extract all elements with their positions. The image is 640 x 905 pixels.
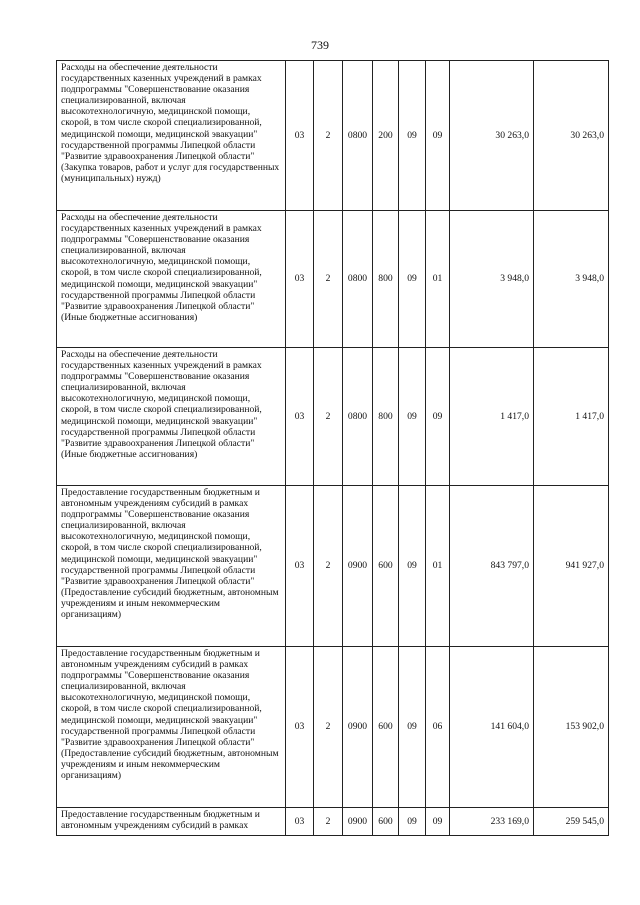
code-cell: 06	[426, 647, 450, 808]
code-cell: 09	[399, 647, 426, 808]
code-cell: 09	[399, 211, 426, 348]
row-description: Расходы на обеспечение деятельности государственных казенных учреждений в рамках подпрограммы "Совершенствование оказания специализированной, включая высокотехнологичную, медицинской помощи, скорой, в том числе скорой специализированной, медицинской помощи, медицинской эвакуации" государственной программы Липецкой области "Развитие здравоохранения Липецкой области" (Закупка товаров, работ и услуг для государственных (муниципальных) нужд)	[57, 61, 286, 211]
code-cell: 09	[399, 61, 426, 211]
table-row	[57, 486, 609, 647]
table-row	[57, 808, 609, 836]
code-cell: 600	[373, 486, 399, 647]
code-cell: 800	[373, 348, 399, 486]
amount-cell: 259 545,0	[534, 808, 609, 836]
row-description: Предоставление государственным бюджетным и автономным учреждениям субсидий в рамках подпрограммы "Совершенствование оказания специализированной, включая высокотехнологичную, медицинской помощи, скорой, в том числе скорой специализированной, медицинской помощи, медицинской эвакуации" государственной программы Липецкой области "Развитие здравоохранения Липецкой области" (Предоставление субсидий бюджетным, автономным учреждениям и иным некоммерческим организациям)	[57, 647, 286, 808]
code-cell: 09	[399, 808, 426, 836]
code-cell: 2	[314, 348, 343, 486]
code-cell: 600	[373, 647, 399, 808]
code-cell: 2	[314, 211, 343, 348]
code-cell: 09	[399, 486, 426, 647]
code-cell: 2	[314, 486, 343, 647]
amount-cell: 843 797,0	[450, 486, 534, 647]
code-cell: 0900	[343, 647, 373, 808]
amount-cell: 233 169,0	[450, 808, 534, 836]
code-cell: 03	[286, 348, 314, 486]
amount-cell: 1 417,0	[534, 348, 609, 486]
code-cell: 03	[286, 647, 314, 808]
code-cell: 600	[373, 808, 399, 836]
amount-cell: 1 417,0	[450, 348, 534, 486]
amount-cell: 30 263,0	[450, 61, 534, 211]
code-cell: 0900	[343, 808, 373, 836]
table-row	[57, 61, 609, 211]
row-description: Предоставление государственным бюджетным и автономным учреждениям субсидий в рамках	[57, 808, 286, 836]
code-cell: 2	[314, 808, 343, 836]
page-number: 739	[311, 38, 329, 52]
code-cell: 0800	[343, 348, 373, 486]
table-row	[57, 211, 609, 348]
row-description: Предоставление государственным бюджетным и автономным учреждениям субсидий в рамках подпрограммы "Совершенствование оказания специализированной, включая высокотехнологичную, медицинской помощи, скорой, в том числе скорой специализированной, медицинской помощи, медицинской эвакуации" государственной программы Липецкой области "Развитие здравоохранения Липецкой области" (Предоставление субсидий бюджетным, автономным учреждениям и иным некоммерческим организациям)	[57, 486, 286, 647]
code-cell: 09	[426, 61, 450, 211]
code-cell: 01	[426, 211, 450, 348]
code-cell: 03	[286, 61, 314, 211]
code-cell: 2	[314, 61, 343, 211]
code-cell: 2	[314, 647, 343, 808]
table-row	[57, 348, 609, 486]
code-cell: 800	[373, 211, 399, 348]
amount-cell: 141 604,0	[450, 647, 534, 808]
code-cell: 03	[286, 486, 314, 647]
row-description: Расходы на обеспечение деятельности государственных казенных учреждений в рамках подпрограммы "Совершенствование оказания специализированной, включая высокотехнологичную, медицинской помощи, скорой, в том числе скорой специализированной, медицинской помощи, медицинской эвакуации" государственной программы Липецкой области "Развитие здравоохранения Липецкой области" (Иные бюджетные ассигнования)	[57, 348, 286, 486]
table-row	[57, 647, 609, 808]
amount-cell: 30 263,0	[534, 61, 609, 211]
budget-table	[56, 60, 609, 836]
code-cell: 0900	[343, 486, 373, 647]
code-cell: 0800	[343, 61, 373, 211]
code-cell: 0800	[343, 211, 373, 348]
code-cell: 200	[373, 61, 399, 211]
code-cell: 09	[399, 348, 426, 486]
code-cell: 09	[426, 808, 450, 836]
amount-cell: 153 902,0	[534, 647, 609, 808]
code-cell: 03	[286, 808, 314, 836]
amount-cell: 3 948,0	[450, 211, 534, 348]
code-cell: 03	[286, 211, 314, 348]
amount-cell: 3 948,0	[534, 211, 609, 348]
code-cell: 01	[426, 486, 450, 647]
amount-cell: 941 927,0	[534, 486, 609, 647]
row-description: Расходы на обеспечение деятельности государственных казенных учреждений в рамках подпрограммы "Совершенствование оказания специализированной, включая высокотехнологичную, медицинской помощи, скорой, в том числе скорой специализированной, медицинской помощи, медицинской эвакуации" государственной программы Липецкой области "Развитие здравоохранения Липецкой области" (Иные бюджетные ассигнования)	[57, 211, 286, 348]
code-cell: 09	[426, 348, 450, 486]
